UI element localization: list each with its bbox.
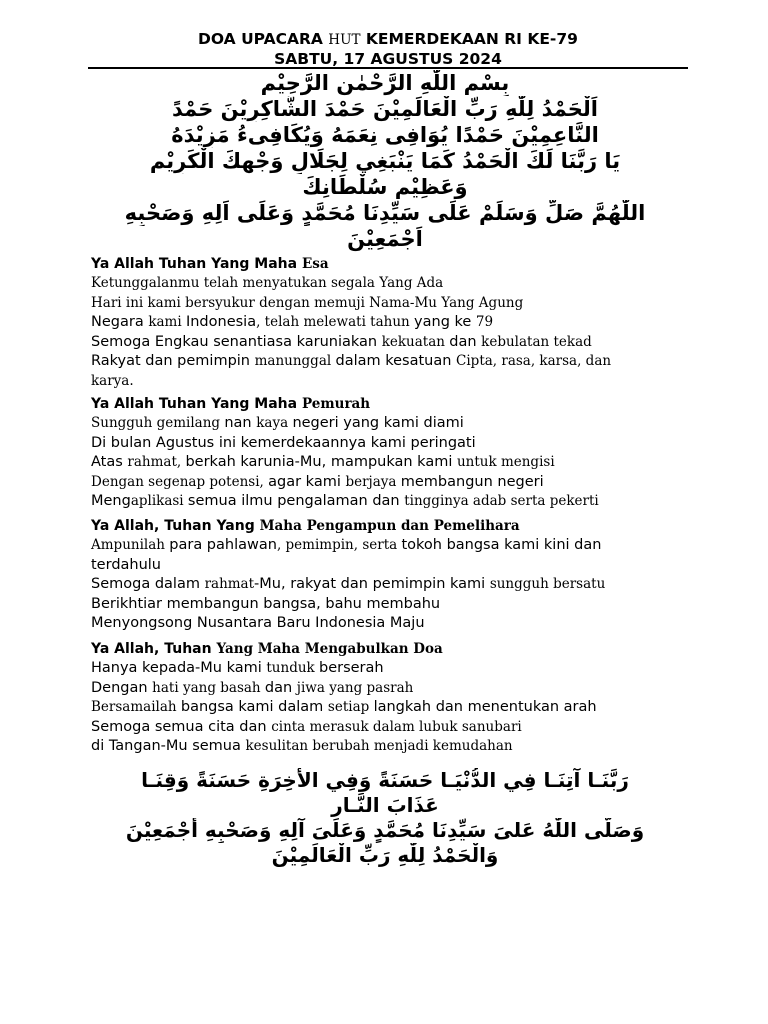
prayer-text-run: yang ke [414, 314, 476, 330]
prayer-line [91, 473, 651, 493]
header-date-line: SABTU, 17 AGUSTUS 2024 [274, 50, 502, 68]
prayer-text-run: Meng [91, 493, 131, 509]
section-lines [91, 659, 651, 757]
arabic-line: رَبَّنَـا آتِنَـا فِي الدُّنْيَـا حَسَنَةً وَفِي الأَخِرَةِ حَسَنَةً وَقِنَـا [141, 768, 629, 792]
document-header [88, 30, 688, 69]
arabic-opening-prayer [90, 70, 680, 252]
prayer-line [91, 575, 651, 595]
prayer-line [91, 536, 651, 556]
prayer-text-run: cinta merasuk dalam lubuk sanubari [271, 718, 522, 735]
prayer-text-run: berjaya [345, 473, 401, 490]
prayer-text-run: Sungguh gemilang [91, 415, 225, 431]
arabic-line: عَذَابَ النَّـار [331, 793, 439, 817]
prayer-text-run: Semoga semua cita dan [91, 718, 272, 735]
section-title-part: Maha Pengampun dan Pemelihara [259, 518, 520, 534]
prayer-text-run: Dengan segenap potensi, [91, 473, 269, 490]
prayer-text-run: berkah karunia-Mu, mampukan kami [185, 454, 457, 470]
section-title [91, 517, 651, 536]
prayer-line [91, 274, 651, 294]
prayer-text-run: Menyongsong Nusantara Baru Indonesia Maju [91, 615, 425, 631]
prayer-line [91, 614, 651, 634]
prayer-line [91, 453, 651, 473]
prayer-text-run: terdahulu [91, 556, 162, 573]
arabic-closing-prayer [90, 768, 680, 868]
prayer-text-run: semua ilmu pengalaman dan [187, 493, 405, 509]
section-title [91, 640, 651, 659]
header-title-part: KEMERDEKAAN RI KE-79 [360, 30, 578, 48]
prayer-text-run: Semoga Engkau senantiasa karuniakan [91, 333, 382, 350]
prayer-line [91, 698, 651, 718]
arabic-line: يَا رَبَّنَا لَكَ الْحَمْدُ كَمَا يَنْبَغِي لِجَلَالِ وَجْهِكَ الْكَرِيْمِ [149, 149, 621, 173]
prayer-line [91, 333, 651, 353]
prayer-text-run: 79 [475, 314, 494, 330]
prayer-text-run: kekuatan [381, 333, 450, 350]
prayer-text-run: Ampunilah [91, 537, 170, 553]
prayer-text-run: Hari ini kami bersyukur dengan memuji Nama-Mu Yang Agung [91, 294, 524, 311]
prayer-text-run: Atas [91, 454, 128, 470]
prayer-text-run: Rakyat dan pemimpin [91, 353, 255, 369]
section-title-part: Ya Allah Tuhan Yang Maha [91, 396, 302, 412]
prayer-text-run: berserah [319, 660, 384, 676]
prayer-text-run: kebulatan tekad [481, 333, 592, 350]
section-title-part: Yang Maha Mengabulkan Doa [216, 641, 443, 657]
prayer-line [91, 313, 651, 333]
prayer-text-run: Dengan [91, 679, 153, 696]
prayer-text-run: hati yang basah [152, 679, 265, 696]
section-title-part: Ya Allah, Tuhan Yang [91, 518, 260, 534]
prayer-line [91, 679, 651, 699]
prayer-text-run: dan [264, 679, 297, 696]
prayer-line [91, 718, 651, 738]
prayer-text-run: langkah dan menentukan arah [373, 699, 597, 715]
arabic-line: بِسْمِ اللّٰهِ الرَّحْمٰنِ الرَّحِيْمِ [260, 71, 510, 95]
prayer-line [91, 492, 651, 512]
prayer-text-run: Bersamailah [91, 699, 181, 715]
prayer-text-run: agar kami [268, 473, 346, 490]
arabic-line: النَّاعِمِيْنَ حَمْدًا يُوَافِى نِعَمَهُ وَيُكَافِىءُ مَزِيْدَهُ [171, 123, 599, 147]
prayer-text-run: -Mu, rakyat dan pemimpin kami [254, 576, 490, 592]
arabic-line: اللّٰهُمَّ صَلِّ وَسَلِّمْ عَلَى سَيِّدِنَا مُحَمَّدٍ وَعَلَى اَلِهِ وَصَحْبِهِ [124, 201, 646, 225]
section-title [91, 395, 651, 414]
prayer-text-run: setiap [327, 699, 374, 715]
prayer-text-run: karya. [91, 372, 134, 389]
prayer-text-run: rahmat, [127, 454, 186, 470]
prayer-text-run: para pahlawan [169, 537, 277, 553]
prayer-line [91, 434, 651, 454]
prayer-line [91, 414, 651, 434]
prayer-text-run: , pemimpin, serta [276, 537, 402, 553]
header-title-hut: HUT [328, 32, 361, 48]
prayer-text-run: negeri yang kami diami [292, 415, 464, 431]
prayer-text-run: bangsa kami dalam [180, 699, 328, 715]
arabic-line: وَالْحَمْدُ لِلّٰهِ رَبِّ الْعَالَمِيْنَ [271, 843, 499, 867]
prayer-section [91, 255, 651, 391]
prayer-text-run: nan [224, 415, 257, 431]
prayer-text-run: manunggal [254, 353, 336, 369]
prayer-text-run: Hanya kepada-Mu kami [91, 660, 267, 676]
prayer-line [91, 595, 651, 615]
prayer-line [91, 294, 651, 314]
prayer-text-run: kaya [256, 415, 293, 431]
prayer-text-run: kesulitan berubah menjadi kemudahan [245, 738, 513, 754]
section-lines [91, 274, 651, 391]
prayer-text-run: dan [449, 333, 482, 350]
prayer-text-run: membangun negeri [400, 473, 544, 490]
prayer-section [91, 395, 651, 512]
prayer-text-run: Semoga dalam [91, 576, 205, 592]
prayer-text-run: kami [148, 314, 186, 330]
prayer-text-run: untuk mengisi [456, 454, 555, 470]
section-title [91, 255, 651, 274]
prayer-text-run: , telah melewati tahun [256, 314, 415, 330]
prayer-line [91, 352, 651, 372]
section-lines [91, 414, 651, 512]
prayer-line [91, 556, 651, 576]
section-title-part: Esa [301, 256, 329, 272]
prayer-section [91, 640, 651, 757]
header-divider [88, 67, 688, 69]
prayer-text-run: sungguh bersatu [489, 576, 606, 592]
section-lines [91, 536, 651, 634]
prayer-text-run: Di bulan Agustus ini kemerdekaannya kami peringati [91, 434, 476, 451]
section-title-part: Pemurah [301, 396, 371, 412]
header-title-part: DOA UPACARA [198, 30, 329, 48]
prayer-line [91, 737, 651, 757]
prayer-line [91, 659, 651, 679]
section-title-part: Ya Allah, Tuhan [91, 641, 217, 657]
arabic-line: وَعَظِيْمِ سُلْطَانِكَ [302, 175, 468, 199]
prayer-text-run: tingginya adab serta pekerti [404, 493, 599, 509]
prayer-text-run: dalam kesatuan [335, 353, 457, 369]
arabic-line: وَصَلَّى اللّٰهُ عَلىَ سَيِّدِنَا مُحَمَّدٍ وَعَلَىَ آلِهِ وَصَحْبِهِ أَجْمَعِيْنَ [125, 818, 645, 842]
arabic-line: اَلْحَمْدُ لِلّٰهِ رَبِّ الْعَالَمِيْنَ حَمْدَ الشَّاكِرِيْنَ حَمْدً [171, 97, 599, 121]
prayer-text-run: tunduk [266, 660, 319, 676]
prayer-text-run: aplikasi [130, 493, 188, 509]
section-title-part: Ya Allah Tuhan Yang Maha [91, 256, 302, 272]
arabic-line: اَجْمَعِيْنَ [347, 227, 423, 251]
prayer-section [91, 517, 651, 634]
prayer-line [91, 372, 651, 392]
prayer-text-run: Negara [91, 314, 149, 330]
prayer-text-run: rahmat [204, 576, 255, 592]
prayer-text-run: jiwa yang pasrah [296, 679, 414, 696]
prayer-text-run: di Tangan-Mu semua [91, 738, 246, 754]
header-title-line [88, 30, 688, 50]
prayer-text-run: Indonesia [185, 314, 257, 330]
prayer-text-run: Ketunggalanmu telah menyatukan segala Yang Ada [91, 275, 444, 291]
prayer-text-run: Berikhtiar membangun bangsa, bahu membahu [91, 595, 441, 612]
prayer-text-run: tokoh bangsa kami kini dan [401, 537, 602, 553]
prayer-text-run: Cipta, rasa, karsa, dan [456, 353, 612, 369]
